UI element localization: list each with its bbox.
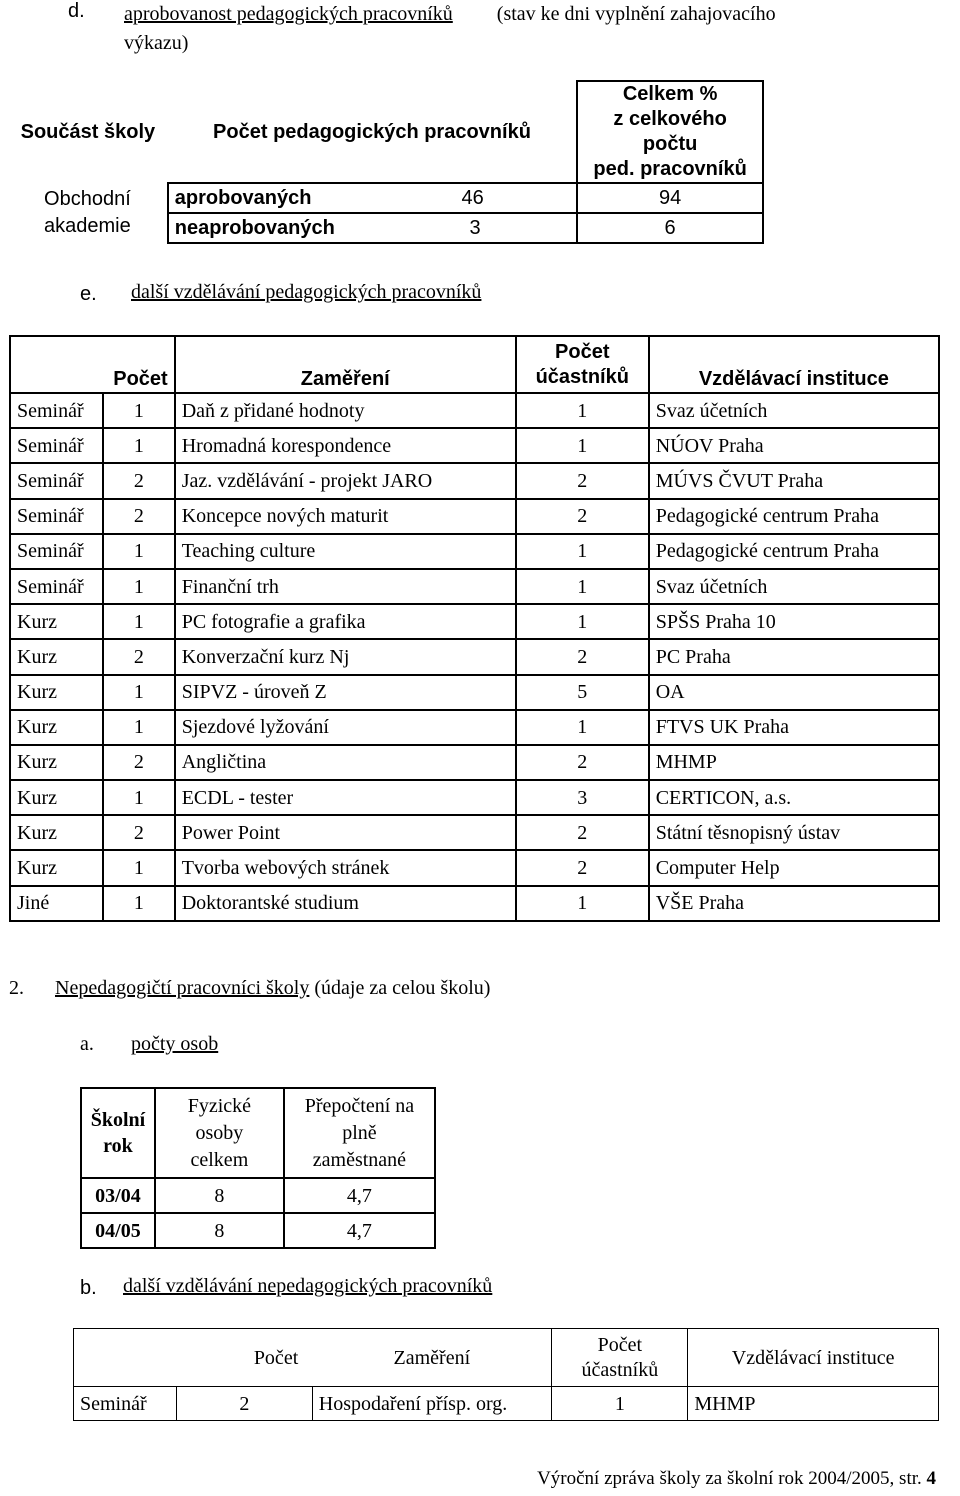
header-participants [516, 336, 649, 393]
row-type: Seminář [10, 393, 103, 428]
row-count: 46 [398, 183, 578, 213]
row-type: Seminář [10, 463, 103, 498]
header-focus: Zaměření [175, 336, 516, 393]
table-row [10, 745, 939, 780]
row-focus: Angličtina [175, 745, 516, 780]
row-focus: Koncepce nových maturit [175, 499, 516, 534]
row-participants: 2 [516, 463, 649, 498]
header-percent [577, 81, 763, 183]
row-type: Kurz [10, 745, 103, 780]
teacher-training-table [9, 335, 940, 922]
row-percent: 6 [577, 213, 763, 243]
header-participants-line1: Počet [555, 340, 610, 363]
row-focus: Power Point [175, 815, 516, 850]
header-school-year-line1: Školní [90, 1109, 146, 1131]
row-participants: 2 [516, 815, 649, 850]
row-focus: Jaz. vzdělávání - projekt JARO [175, 463, 516, 498]
table-row [10, 639, 939, 674]
row-fte: 4,7 [284, 1213, 435, 1248]
row-count: 1 [103, 569, 175, 604]
row-participants: 5 [516, 675, 649, 710]
header-participants-line1: Počet [597, 1333, 643, 1356]
row-institution: Svaz účetních [649, 393, 939, 428]
row-type: Seminář [74, 1387, 177, 1421]
section-2-marker: 2. [9, 977, 24, 999]
section-2-heading [55, 977, 490, 1000]
row-focus: Sjezdové lyžování [175, 710, 516, 745]
header-school-part: Součást školy [20, 121, 156, 143]
row-count: 2 [176, 1387, 312, 1421]
header-count: Počet [10, 336, 175, 393]
section-2a-title: počty osob [131, 1033, 219, 1055]
row-focus: Hospodaření přísp. org. [312, 1387, 552, 1421]
row-focus: Daň z přidané hodnoty [175, 393, 516, 428]
row-count: 1 [103, 780, 175, 815]
school-name-line2: akademie [44, 215, 131, 237]
row-participants: 2 [516, 499, 649, 534]
row-participants: 1 [516, 886, 649, 921]
row-count: 2 [103, 499, 175, 534]
row-participants: 3 [516, 780, 649, 815]
row-count: 2 [103, 639, 175, 674]
header-fte-line3: zaměstnané [312, 1148, 407, 1171]
row-type: Kurz [10, 675, 103, 710]
row-focus: Teaching culture [175, 534, 516, 569]
row-focus: Finanční trh [175, 569, 516, 604]
row-type: Kurz [10, 780, 103, 815]
header-participants [552, 1329, 688, 1387]
row-participants: 2 [516, 745, 649, 780]
school-name-line1: Obchodní [44, 188, 131, 210]
header-empty [74, 1329, 177, 1387]
section-2-note: (údaje za celou školu) [314, 977, 491, 999]
row-participants: 2 [516, 639, 649, 674]
approbation-table [8, 80, 764, 244]
table-row [10, 850, 939, 885]
section-2b-title: další vzdělávání nepedagogických pracovníků [123, 1275, 493, 1297]
header-participants-line2: účastníků [535, 365, 629, 388]
row-count: 1 [103, 886, 175, 921]
row-label: neaprobovaných [168, 213, 398, 243]
section-2-title: Nepedagogičtí pracovníci školy [55, 977, 310, 999]
row-year: 04/05 [81, 1213, 155, 1248]
row-participants: 1 [516, 428, 649, 463]
table-row [10, 499, 939, 534]
row-type: Kurz [10, 815, 103, 850]
page-number: 4 [926, 1468, 936, 1489]
header-focus: Zaměření [312, 1329, 552, 1387]
row-count: 1 [103, 428, 175, 463]
section-d-note: (stav ke dni vyplnění zahajovacího [496, 3, 776, 25]
page-footer [537, 1468, 936, 1490]
row-participants: 1 [516, 604, 649, 639]
row-type: Seminář [10, 499, 103, 534]
row-institution: Pedagogické centrum Praha [649, 499, 939, 534]
row-focus: SIPVZ - úroveň Z [175, 675, 516, 710]
table-row [10, 710, 939, 745]
table-row [10, 428, 939, 463]
row-institution: MHMP [688, 1387, 939, 1421]
row-count: 1 [103, 604, 175, 639]
section-e-marker: e. [80, 283, 97, 305]
header-fte [284, 1088, 435, 1178]
section-d-heading [124, 0, 944, 58]
row-focus: PC fotografie a grafika [175, 604, 516, 639]
row-fte: 4,7 [284, 1178, 435, 1213]
row-count: 2 [103, 463, 175, 498]
header-count: Počet [176, 1329, 312, 1387]
row-percent: 94 [577, 183, 763, 213]
row-count: 2 [103, 745, 175, 780]
row-type: Kurz [10, 710, 103, 745]
header-school-year [81, 1088, 155, 1178]
table-row [10, 534, 939, 569]
row-focus: Doktorantské studium [175, 886, 516, 921]
row-focus: Hromadná korespondence [175, 428, 516, 463]
row-count: 1 [103, 393, 175, 428]
header-persons-line2: osoby [195, 1121, 244, 1144]
row-institution: NÚOV Praha [649, 428, 939, 463]
row-count: 1 [103, 675, 175, 710]
header-persons-line3: celkem [190, 1148, 249, 1171]
header-percent-line3: ped. pracovníků [593, 158, 747, 180]
header-institution: Vzdělávací instituce [688, 1329, 939, 1387]
row-institution: OA [649, 675, 939, 710]
header-institution: Vzdělávací instituce [649, 336, 939, 393]
section-e-title: další vzdělávání pedagogických pracovníků [131, 281, 482, 303]
row-count: 2 [103, 815, 175, 850]
row-institution: CERTICON, a.s. [649, 780, 939, 815]
row-focus: Konverzační kurz Nj [175, 639, 516, 674]
row-year: 03/04 [81, 1178, 155, 1213]
row-focus: Tvorba webových stránek [175, 850, 516, 885]
table-row [10, 886, 939, 921]
row-institution: Computer Help [649, 850, 939, 885]
row-count: 3 [398, 213, 578, 243]
row-type: Seminář [10, 534, 103, 569]
staff-training-table [73, 1328, 939, 1421]
row-participants: 1 [552, 1387, 688, 1421]
section-2a-marker: a. [80, 1033, 94, 1055]
header-percent-line1: Celkem % [622, 83, 718, 105]
table-row [10, 569, 939, 604]
header-percent-line2: z celkového počtu [613, 108, 727, 155]
row-institution: VŠE Praha [649, 886, 939, 921]
table-row [10, 675, 939, 710]
row-label: aprobovaných [168, 183, 398, 213]
row-institution: Státní těsnopisný ústav [649, 815, 939, 850]
table-row [10, 604, 939, 639]
row-institution: Pedagogické centrum Praha [649, 534, 939, 569]
school-name [8, 183, 168, 243]
row-institution: FTVS UK Praha [649, 710, 939, 745]
footer-text: Výroční zpráva školy za školní rok 2004/2005, str. [537, 1468, 922, 1489]
row-count: 1 [103, 710, 175, 745]
row-persons: 8 [155, 1178, 284, 1213]
row-type: Seminář [10, 569, 103, 604]
row-type: Kurz [10, 604, 103, 639]
section-d-title: aprobovanost pedagogických pracovníků [124, 3, 453, 25]
section-2b-marker: b. [80, 1277, 97, 1299]
row-institution: SPŠS Praha 10 [649, 604, 939, 639]
row-institution: MHMP [649, 745, 939, 780]
table-row [10, 393, 939, 428]
row-institution: PC Praha [649, 639, 939, 674]
row-focus: ECDL - tester [175, 780, 516, 815]
row-type: Kurz [10, 850, 103, 885]
header-fte-line2: plně [342, 1121, 377, 1144]
row-participants: 1 [516, 534, 649, 569]
header-fte-line1: Přepočtení na [304, 1094, 415, 1117]
header-participants-line2: účastníků [581, 1358, 659, 1381]
staff-count-table [80, 1087, 436, 1249]
row-institution: MÚVS ČVUT Praha [649, 463, 939, 498]
header-teacher-count: Počet pedagogických pracovníků [168, 81, 577, 183]
row-participants: 1 [516, 710, 649, 745]
header-persons [155, 1088, 284, 1178]
header-persons-line1: Fyzické [187, 1094, 252, 1117]
table-row [10, 463, 939, 498]
row-count: 1 [103, 534, 175, 569]
table-row [10, 780, 939, 815]
table-row [10, 815, 939, 850]
row-count: 1 [103, 850, 175, 885]
section-d-marker: d. [68, 0, 85, 22]
row-type: Seminář [10, 428, 103, 463]
header-school-year-line2: rok [103, 1135, 133, 1157]
row-institution: Svaz účetních [649, 569, 939, 604]
row-type: Jiné [10, 886, 103, 921]
section-d-note-cont: výkazu) [124, 32, 189, 54]
row-participants: 1 [516, 569, 649, 604]
row-type: Kurz [10, 639, 103, 674]
row-participants: 1 [516, 393, 649, 428]
row-persons: 8 [155, 1213, 284, 1248]
row-participants: 2 [516, 850, 649, 885]
